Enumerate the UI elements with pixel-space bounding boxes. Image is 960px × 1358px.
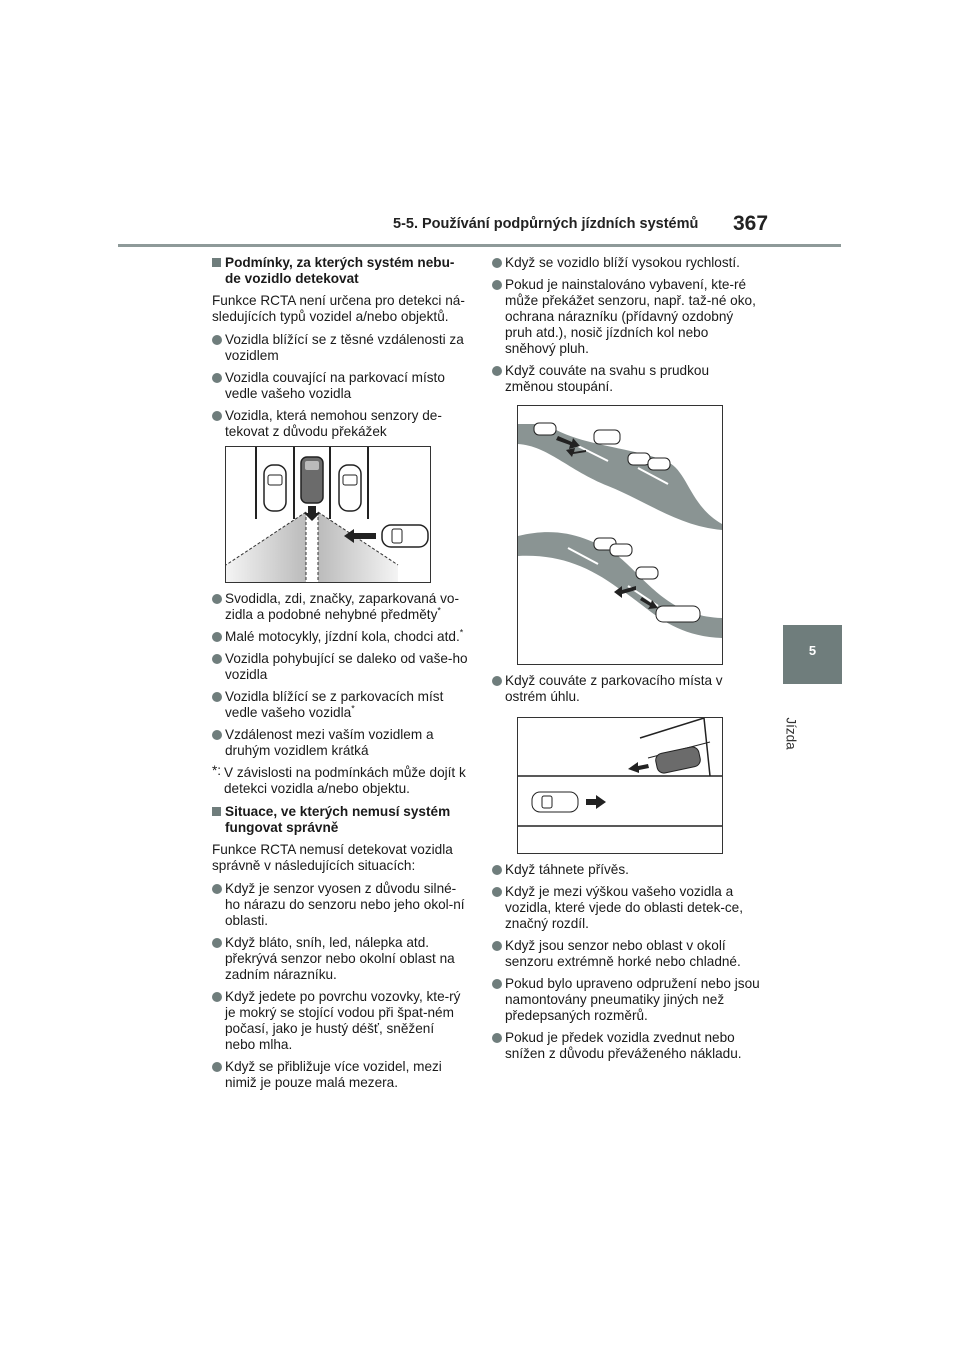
list-item	[212, 935, 468, 983]
bullet-dot-icon	[212, 938, 222, 948]
bullet-dot-icon	[212, 1062, 222, 1072]
list-item-text: Když bláto, sníh, led, nálepka atd. překrývá senzor nebo okolní oblast na zadním nárazníku.	[225, 935, 455, 982]
section-heading	[212, 804, 468, 836]
side-tab-label-text: Jízda	[783, 717, 799, 750]
list-item-text: Když je senzor vyosen z důvodu silné-ho nárazu do senzoru nebo jeho okol-ní oblasti.	[225, 881, 465, 928]
paragraph: Funkce RCTA nemusí detekovat vozidla správně v následujících situacích:	[212, 842, 453, 873]
bullet-dot-icon	[212, 373, 222, 383]
list-item-text: Vzdálenost mezi vaším vozidlem a druhým vozidlem krátká	[225, 727, 434, 758]
list-item	[212, 332, 468, 364]
list-item	[492, 976, 760, 1024]
list-item	[492, 1030, 760, 1062]
bullet-dot-icon	[492, 979, 502, 989]
list-item	[212, 727, 468, 759]
list-item-text: Svodidla, zdi, značky, zaparkovaná vo-zidla a podobné nehybné předměty	[225, 591, 459, 622]
side-tab-label	[780, 716, 810, 756]
list-item-text: Pokud je předek vozidla zvednut nebo snížen z důvodu převáženého nákladu.	[505, 1030, 742, 1061]
bullet-dot-icon	[492, 676, 502, 686]
bullet-dot-icon	[212, 692, 222, 702]
list-item-text: Vozidla blížící se z těsné vzdálenosti za vozidlem	[225, 332, 464, 363]
heading-text: Podmínky, za kterých systém nebu-de vozidlo detekovat	[225, 255, 455, 286]
bullet-dot-icon	[212, 594, 222, 604]
list-item-text: Když se přibližuje více vozidel, mezi nimiž je pouze malá mezera.	[225, 1059, 442, 1090]
heading-text: Situace, ve kterých nemusí systém fungovat správně	[225, 804, 451, 835]
list-item	[492, 363, 760, 395]
side-tab-number: 5	[808, 643, 817, 658]
list-item	[212, 370, 468, 402]
bullet-dot-icon	[492, 1033, 502, 1043]
page-number: 367	[733, 212, 769, 235]
bullet-dot-icon	[492, 280, 502, 290]
footnote-asterisk: *:	[212, 763, 222, 778]
list-item	[492, 255, 760, 271]
list-item	[492, 884, 760, 932]
list-item-text: Když jedete po povrchu vozovky, kte-rý je mokrý se stojící vodou při špat-ném počasí, jako je hustý déšť, sněžení nebo mlha.	[225, 989, 461, 1052]
footnote-mark: *	[437, 605, 441, 616]
bullet-dot-icon	[212, 335, 222, 345]
side-tab	[783, 625, 842, 684]
left-column	[212, 255, 468, 1097]
list-item-text: Když se vozidlo blíží vysokou rychlostí.	[505, 255, 740, 270]
footnote-mark: *	[351, 703, 355, 714]
bullet-dot-icon	[212, 730, 222, 740]
list-item	[492, 938, 760, 970]
list-item-text: Když couváte na svahu s prudkou změnou stoupání.	[505, 363, 710, 394]
footnote	[212, 765, 468, 797]
list-item-text: Když je mezi výškou vašeho vozidla a vozidla, které vjede do oblasti detek-ce, značný rozdíl.	[505, 884, 744, 931]
list-item-text: Vozidla pohybující se daleko od vaše-ho vozidla	[225, 651, 468, 682]
bullet-dot-icon	[492, 865, 502, 875]
slope-illustration	[517, 405, 723, 665]
list-item-text: Pokud je nainstalováno vybavení, kte-ré může překážet senzoru, např. taž-né oko, ochrana nárazníku (přídavný ozdobný pruh atd.), nosič jízdních kol nebo sněhový pluh.	[505, 277, 756, 356]
list-item-text: Když couváte z parkovacího místa v ostrém úhlu.	[505, 673, 723, 704]
bullet-dot-icon	[212, 654, 222, 664]
square-bullet-icon	[212, 807, 221, 816]
list-item	[212, 1059, 468, 1091]
list-item-text: Malé motocykly, jízdní kola, chodci atd.	[225, 629, 460, 644]
list-item-text: Pokud bylo upraveno odpružení nebo jsou namontovány pneumatiky jiných než předepsaných rozměrů.	[505, 976, 760, 1023]
list-item	[212, 651, 468, 683]
parking-lot-illustration	[225, 446, 431, 583]
list-item	[492, 277, 760, 357]
bullet-dot-icon	[212, 992, 222, 1002]
bullet-dot-icon	[212, 884, 222, 894]
square-bullet-icon	[212, 258, 221, 267]
bullet-dot-icon	[492, 887, 502, 897]
bullet-dot-icon	[212, 632, 222, 642]
right-column	[492, 255, 760, 1068]
angled-parking-illustration	[517, 717, 723, 854]
list-item-text: Vozidla, která nemohou senzory de-tekovat z důvodu překážek	[225, 408, 442, 439]
list-item	[492, 673, 760, 705]
bullet-dot-icon	[492, 941, 502, 951]
list-item	[492, 862, 760, 878]
footnote-mark: *	[459, 627, 464, 638]
header-section-title: 5-5. Používání podpůrných jízdních systémů	[393, 216, 699, 232]
header-rule	[118, 244, 841, 247]
list-item	[212, 989, 468, 1053]
list-item	[212, 689, 468, 721]
footnote-text: V závislosti na podmínkách může dojít k detekci vozidla a/nebo objektu.	[224, 765, 466, 796]
list-item-text: Když jsou senzor nebo oblast v okolí senzoru extrémně horké nebo chladné.	[505, 938, 741, 969]
paragraph: Funkce RCTA není určena pro detekci ná-sledujících typů vozidel a/nebo objektů.	[212, 293, 465, 324]
list-item-text: Když táhnete přívěs.	[505, 862, 629, 877]
list-item	[212, 591, 468, 623]
list-item	[212, 408, 468, 440]
bullet-dot-icon	[492, 258, 502, 268]
bullet-dot-icon	[212, 411, 222, 421]
list-item-text: Vozidla blížící se z parkovacích míst vedle vašeho vozidla	[225, 689, 444, 720]
list-item	[212, 881, 468, 929]
list-item-text: Vozidla couvající na parkovací místo vedle vašeho vozidla	[225, 370, 445, 401]
bullet-dot-icon	[492, 366, 502, 376]
list-item	[212, 629, 468, 645]
section-heading	[212, 255, 468, 287]
